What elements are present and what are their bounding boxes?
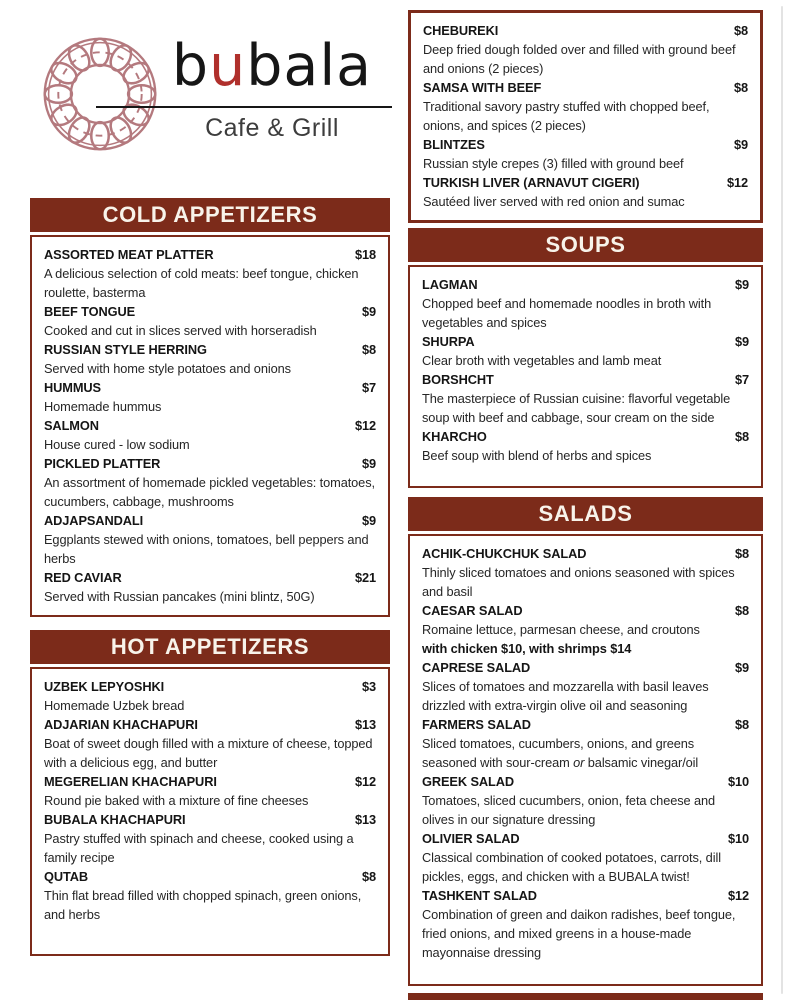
item-header-row	[422, 658, 749, 677]
item-price: $8	[734, 717, 749, 732]
item-name: SHURPA	[422, 334, 475, 349]
section-hot-appetizers	[30, 630, 390, 956]
wordmark-pre: b	[171, 33, 210, 99]
item-description: Tomatoes, sliced cucumbers, onion, feta cheese and olives in our signature dressing	[422, 793, 716, 827]
item-name: BLINTZES	[423, 137, 485, 152]
section-salads	[408, 497, 763, 986]
menu-item	[422, 275, 749, 332]
item-description: Pastry stuffed with spinach and cheese, cooked using a family recipe	[44, 831, 354, 865]
item-name: RUSSIAN STYLE HERRING	[44, 342, 207, 357]
item-name: TURKISH LIVER (ARNAVUT CIGERI)	[423, 175, 640, 190]
menu-item	[44, 715, 376, 772]
item-price: $8	[734, 429, 749, 444]
section-title: COLD APPETIZERS	[30, 198, 390, 232]
item-header-row	[422, 829, 749, 848]
item-header-row	[423, 135, 748, 154]
brand-header	[30, 22, 390, 172]
menu-item	[44, 511, 376, 568]
item-price: $10	[727, 831, 749, 846]
menu-item	[422, 829, 749, 886]
menu-item	[422, 715, 749, 772]
item-header-row	[423, 21, 748, 40]
menu-item	[422, 886, 749, 962]
item-header-row	[422, 332, 749, 351]
menu-item	[44, 772, 376, 810]
item-name: CAPRESE SALAD	[422, 660, 531, 675]
item-price: $8	[733, 80, 748, 95]
menu-item	[422, 658, 749, 715]
item-price: $3	[361, 679, 376, 694]
item-price: $9	[734, 277, 749, 292]
wordmark-post: bala	[246, 33, 373, 99]
item-price: $9	[734, 334, 749, 349]
item-header-row	[422, 715, 749, 734]
item-header-row	[44, 810, 376, 829]
item-header-row	[422, 772, 749, 791]
item-name: TASHKENT SALAD	[422, 888, 537, 903]
brand-tagline: Cafe & Grill	[205, 114, 339, 142]
menu-item	[44, 378, 376, 416]
item-name: HUMMUS	[44, 380, 101, 395]
section-soups	[408, 228, 763, 488]
menu-item	[423, 78, 748, 135]
item-description: An assortment of homemade pickled vegetables: tomatoes, cucumbers, cabbage, mushrooms	[44, 475, 375, 509]
item-name: CAESAR SALAD	[422, 603, 523, 618]
item-price: $9	[361, 456, 376, 471]
item-name: LAGMAN	[422, 277, 478, 292]
item-description: Sautéed liver served with red onion and sumac	[423, 194, 685, 209]
menu-item	[44, 867, 376, 924]
item-price-note: with chicken $10, with shrimps $14	[422, 641, 632, 656]
brand-divider-line	[96, 106, 392, 108]
item-name: BUBALA KHACHAPURI	[44, 812, 186, 827]
item-name: CHEBUREKI	[423, 23, 499, 38]
item-price: $8	[734, 546, 749, 561]
item-description: Thin flat bread filled with chopped spinach, green onions, and herbs	[44, 888, 362, 922]
menu-item	[423, 21, 748, 78]
item-description: Boat of sweet dough filled with a mixture of cheese, topped with a delicious egg, and butter	[44, 736, 373, 770]
item-header-row	[423, 78, 748, 97]
menu-item	[44, 416, 376, 454]
section-items	[408, 265, 763, 488]
item-header-row	[44, 378, 376, 397]
item-price: $12	[354, 774, 376, 789]
item-name: OLIVIER SALAD	[422, 831, 520, 846]
item-header-row	[422, 275, 749, 294]
item-price: $13	[354, 812, 376, 827]
brand-logo-mandala-icon	[36, 30, 164, 163]
item-description: Sliced tomatoes, cucumbers, onions, and greens seasoned with sour-cream or balsamic vinegar/oil	[422, 736, 699, 770]
section-chebureki-box	[408, 10, 763, 223]
item-description: Combination of green and daikon radishes, beef tongue, fried onions, and mixed greens in a house-made mayonnaise dressing	[422, 907, 736, 960]
menu-item	[44, 810, 376, 867]
item-price: $9	[733, 137, 748, 152]
item-header-row	[44, 568, 376, 587]
item-price: $12	[354, 418, 376, 433]
section-title: HOT APPETIZERS	[30, 630, 390, 664]
item-name: SALMON	[44, 418, 99, 433]
item-name: BEEF TONGUE	[44, 304, 136, 319]
item-name: ASSORTED MEAT PLATTER	[44, 247, 214, 262]
item-price: $8	[361, 342, 376, 357]
item-description: Thinly sliced tomatoes and onions seasoned with spices and basil	[422, 565, 735, 599]
item-header-row	[422, 370, 749, 389]
item-description: A delicious selection of cold meats: beef tongue, chicken roulette, basterma	[44, 266, 359, 300]
item-price: $12	[726, 175, 748, 190]
item-header-row	[423, 173, 748, 192]
item-header-row	[44, 245, 376, 264]
menu-item	[44, 340, 376, 378]
item-description: Chopped beef and homemade noodles in broth with vegetables and spices	[422, 296, 712, 330]
item-name: KHARCHO	[422, 429, 487, 444]
item-header-row	[44, 511, 376, 530]
item-price: $7	[734, 372, 749, 387]
item-header-row	[422, 427, 749, 446]
item-name: BORSHCHT	[422, 372, 494, 387]
menu-item	[422, 332, 749, 370]
item-price: $8	[734, 603, 749, 618]
item-header-row	[422, 544, 749, 563]
item-description: Served with home style potatoes and onions	[44, 361, 291, 376]
item-description: Clear broth with vegetables and lamb meat	[422, 353, 662, 368]
menu-item	[422, 544, 749, 601]
item-header-row	[44, 302, 376, 321]
item-price: $12	[727, 888, 749, 903]
item-header-row	[44, 416, 376, 435]
item-header-row	[44, 340, 376, 359]
menu-item	[44, 245, 376, 302]
page-edge-line	[781, 6, 783, 994]
item-description: Served with Russian pancakes (mini blintz, 50G)	[44, 589, 315, 604]
item-name: UZBEK LEPYOSHKI	[44, 679, 165, 694]
item-description: Homemade hummus	[44, 399, 162, 414]
item-description: Round pie baked with a mixture of fine cheeses	[44, 793, 309, 808]
item-description: House cured - low sodium	[44, 437, 190, 452]
menu-item	[44, 568, 376, 606]
item-name: ADJAPSANDALI	[44, 513, 144, 528]
item-description: Deep fried dough folded over and filled with ground beef and onions (2 pieces)	[423, 42, 736, 76]
item-price: $8	[733, 23, 748, 38]
item-description: Cooked and cut in slices served with horseradish	[44, 323, 317, 338]
item-description: The masterpiece of Russian cuisine: flavorful vegetable soup with beef and cabbage, sour cream on the side	[422, 391, 731, 425]
item-header-row	[44, 454, 376, 473]
item-name: ADJARIAN KHACHAPURI	[44, 717, 198, 732]
section-cold-appetizers	[30, 198, 390, 617]
item-description: Eggplants stewed with onions, tomatoes, bell peppers and herbs	[44, 532, 369, 566]
item-name: RED CAVIAR	[44, 570, 122, 585]
item-price: $21	[354, 570, 376, 585]
item-header-row	[44, 772, 376, 791]
menu-item	[422, 370, 749, 427]
menu-item	[44, 302, 376, 340]
item-name: FARMERS SALAD	[422, 717, 531, 732]
brand-wordmark	[152, 33, 392, 99]
item-header-row	[422, 601, 749, 620]
item-name: MEGERELIAN KHACHAPURI	[44, 774, 217, 789]
item-price: $9	[361, 513, 376, 528]
item-name: PICKLED PLATTER	[44, 456, 161, 471]
item-description: Traditional savory pastry stuffed with chopped beef, onions, and spices (2 pieces)	[423, 99, 710, 133]
menu-item	[422, 601, 749, 658]
item-description: Romaine lettuce, parmesan cheese, and croutons	[422, 622, 700, 637]
item-header-row	[44, 715, 376, 734]
section-items	[408, 10, 763, 223]
item-price: $10	[727, 774, 749, 789]
item-price: $9	[361, 304, 376, 319]
section-title: SOUPS	[408, 228, 763, 262]
section-items	[30, 667, 390, 956]
section-title: SALADS	[408, 497, 763, 531]
wordmark-accent-letter: u	[209, 33, 247, 99]
menu-item	[423, 135, 748, 173]
item-name: QUTAB	[44, 869, 89, 884]
section-items	[30, 235, 390, 617]
item-description: Russian style crepes (3) filled with ground beef	[423, 156, 684, 171]
item-header-row	[44, 677, 376, 696]
item-header-row	[422, 886, 749, 905]
item-name: SAMSA WITH BEEF	[423, 80, 542, 95]
menu-item	[423, 173, 748, 211]
item-name: ACHIK-CHUKCHUK SALAD	[422, 546, 587, 561]
item-price: $8	[361, 869, 376, 884]
menu-item	[44, 454, 376, 511]
next-section-header-partial	[408, 993, 763, 1000]
item-name: GREEK SALAD	[422, 774, 515, 789]
menu-item	[422, 427, 749, 465]
item-description: Beef soup with blend of herbs and spices	[422, 448, 652, 463]
item-price: $7	[361, 380, 376, 395]
item-header-row	[44, 867, 376, 886]
item-price: $18	[354, 247, 376, 262]
item-description: Slices of tomatoes and mozzarella with basil leaves drizzled with extra-virgin olive oil and seasoning	[422, 679, 709, 713]
menu-item	[422, 772, 749, 829]
item-description: Homemade Uzbek bread	[44, 698, 185, 713]
item-price: $9	[734, 660, 749, 675]
section-items	[408, 534, 763, 986]
item-price: $13	[354, 717, 376, 732]
menu-item	[44, 677, 376, 715]
item-description: Classical combination of cooked potatoes, carrots, dill pickles, eggs, and chicken with a BUBALA twist!	[422, 850, 721, 884]
